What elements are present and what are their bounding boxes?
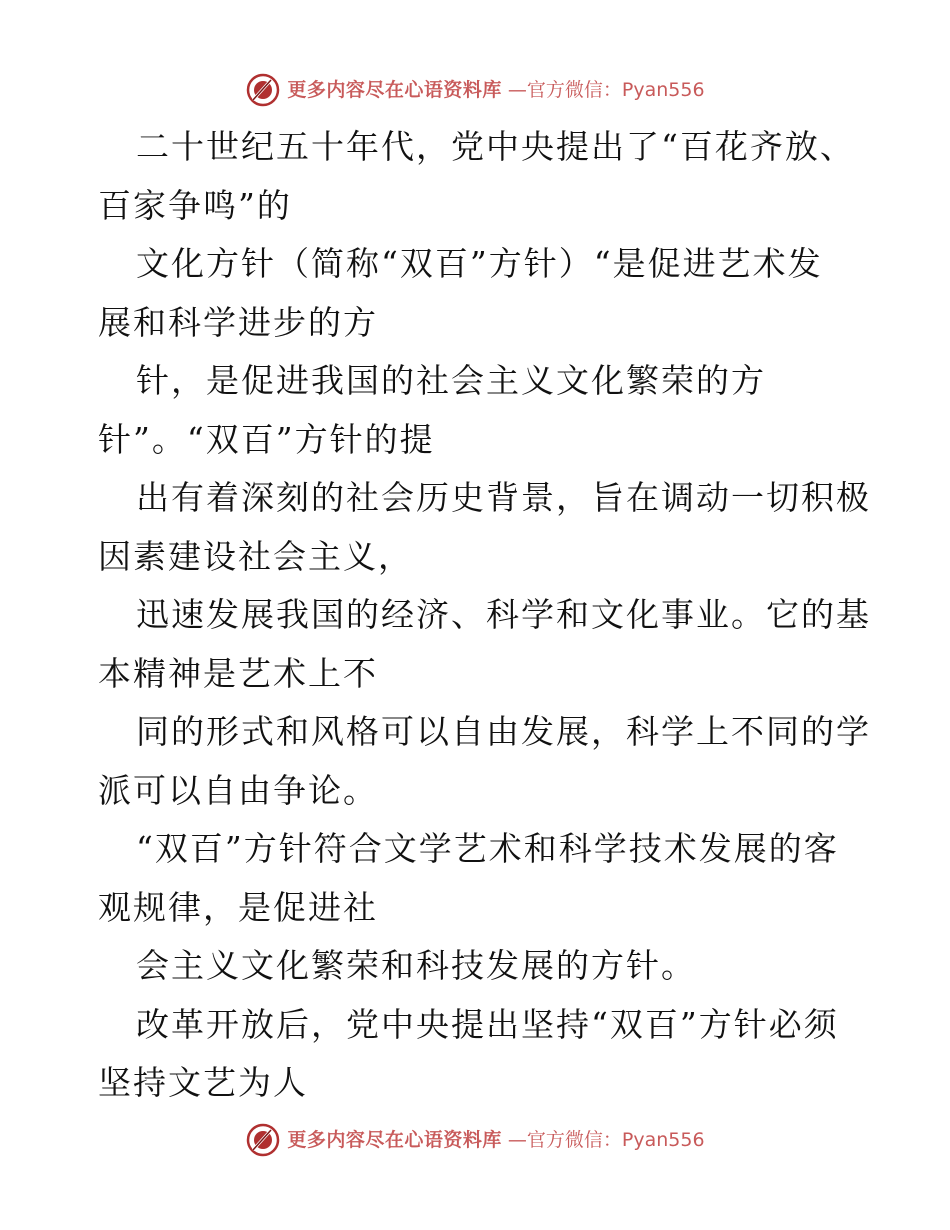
text-line: 观规律，是促进社 [98,887,378,927]
text-line: 会主义文化繁荣和科技发展的方针。 [136,946,696,985]
text-line: 百家争鸣”的 [98,185,292,225]
watermark-wechat-text: —官方微信：Pyan556 [507,79,705,101]
text-line: 文化方针（简称“双百”方针）“是促进艺术发 [136,244,823,283]
text-line: 本精神是艺术上不 [98,653,378,693]
text-line: 展和科学进步的方 [98,302,378,342]
text-line: 派可以自由争论。 [98,770,378,810]
watermark-brand-text: 更多内容尽在心语资料库 [287,79,502,101]
text-line: 改革开放后，党中央提出坚持“双百”方针必须 [136,1004,839,1044]
text-line: 二十世纪五十年代，党中央提出了“百花齐放、 [136,127,855,166]
text-line: 出有着深刻的社会历史背景，旨在调动一切积极 [136,478,871,517]
text-line: 同的形式和风格可以自由发展，科学上不同的学 [136,712,871,751]
text-line: “双百”方针符合文学艺术和科学技术发展的客 [136,829,839,868]
header-watermark [0,70,950,110]
pen-circle-logo-icon [245,72,281,108]
watermark-wechat-text: —官方微信：Pyan556 [507,1129,705,1151]
text-line: 针，是促进我国的社会主义文化繁荣的方 [136,361,766,400]
document-body [98,118,871,1113]
text-line: 针”。“双百”方针的提 [98,419,435,459]
text-line: 迅速发展我国的经济、科学和文化事业。它的基 [136,595,871,634]
watermark-brand-text: 更多内容尽在心语资料库 [287,1129,502,1151]
text-line: 因素建设社会主义， [98,536,413,576]
text-line: 坚持文艺为人 [98,1063,308,1102]
footer-watermark [0,1120,950,1160]
pen-circle-logo-icon [245,1122,281,1158]
